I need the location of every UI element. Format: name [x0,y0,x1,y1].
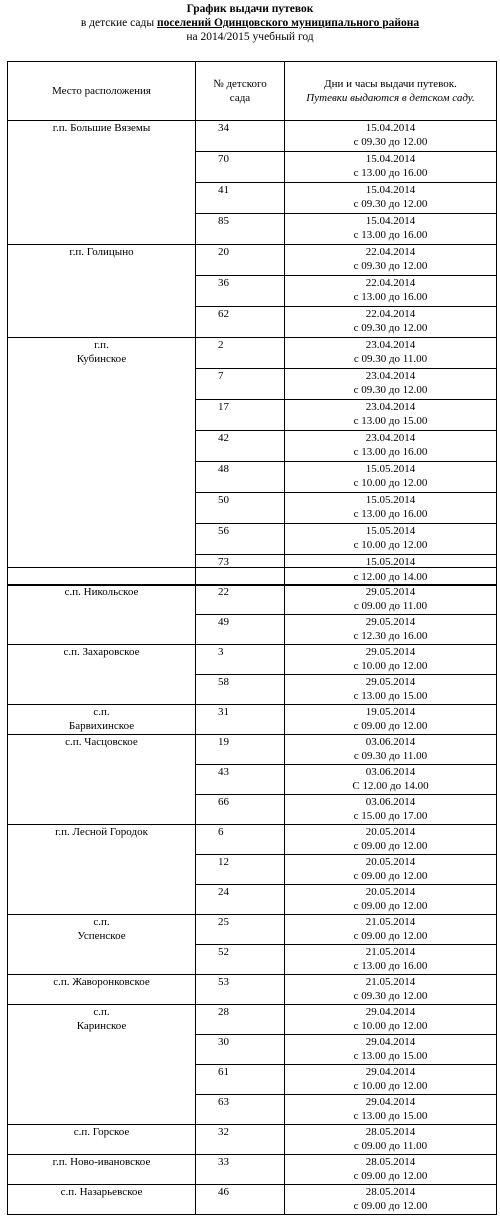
issue-time: с 09.30 до 12.00 [353,260,428,272]
schedule-cell [285,1095,497,1125]
kindergarten-number: 36 [196,276,285,307]
issue-time: с 10.00 до 12.00 [353,539,428,551]
issue-time: с 09.30 до 11.00 [353,750,428,762]
location-name: Каринское [76,1020,127,1032]
location-prefix: с.п. [93,706,110,718]
issue-date: 15.04.2014 [365,153,416,165]
schedule-cell [285,945,497,975]
issue-time: с 13.00 до 16.00 [353,229,428,241]
issue-time: с 09.00 до 11.00 [353,1140,428,1152]
header-location [8,62,196,121]
kindergarten-number: 7 [196,369,285,400]
issue-date: 22.04.2014 [365,308,416,320]
schedule-cell [285,338,497,369]
schedule-cell [285,1185,497,1215]
schedule-row [8,1185,497,1215]
location-name: г.п. Голицыно [69,246,134,258]
issue-date: 29.04.2014 [365,1096,416,1108]
issue-date: 23.04.2014 [365,401,416,413]
issue-date: 23.04.2014 [365,432,416,444]
header-number [196,62,285,121]
issue-time: с 15.00 до 17.00 [353,810,428,822]
location-prefix: с.п. [93,1006,110,1018]
kindergarten-number: 20 [196,245,285,276]
title-line-1: График выдачи путевок [186,3,314,15]
location-name: с.п. Горское [73,1126,130,1138]
schedule-cell [285,735,497,765]
issue-date: 20.05.2014 [365,826,416,838]
location-name: с.п. Часцовское [65,736,138,748]
continuation-location-cell [8,568,196,585]
header-location-text: Место расположения [52,85,151,97]
schedule-cell [285,183,497,214]
location-name: Кубинское [76,353,127,365]
kindergarten-number: 66 [196,795,285,825]
issue-time: с 13.00 до 15.00 [353,690,428,702]
schedule-cell [285,369,497,400]
schedule-row [8,915,497,945]
title-line-2 [0,16,500,30]
table-header-row [8,62,497,121]
issue-date: 21.05.2014 [365,976,416,988]
issue-date: 15.05.2014 [365,494,416,506]
issue-time: с 09.00 до 12.00 [353,1200,428,1212]
issue-time: с 09.00 до 12.00 [353,840,428,852]
issue-time: с 10.00 до 12.00 [353,1020,428,1032]
schedule-cell [285,152,497,183]
continuation-number-cell [196,568,285,585]
schedule-cell [285,307,497,338]
kindergarten-number: 41 [196,183,285,214]
kindergarten-number: 34 [196,121,285,152]
location-cell [8,915,196,975]
schedule-row [8,1155,497,1185]
schedule-cell [285,276,497,307]
issue-date: 21.05.2014 [365,916,416,928]
issue-time: с 10.00 до 12.00 [353,660,428,672]
issue-time: с 09.30 до 12.00 [353,384,428,396]
location-prefix: с.п. [93,916,110,928]
issue-time: с 13.00 до 16.00 [353,960,428,972]
schedule-row [8,645,497,675]
continuation-time-cell [285,568,497,585]
schedule-cell [285,431,497,462]
issue-date: 28.05.2014 [365,1186,416,1198]
location-name: с.п. Захаровское [63,646,140,658]
issue-date: 22.04.2014 [365,277,416,289]
issue-time: с 09.30 до 12.00 [353,136,428,148]
kindergarten-number: 52 [196,945,285,975]
kindergarten-number: 62 [196,307,285,338]
schedule-row [8,338,497,369]
schedule-row [8,825,497,855]
schedule-cell [285,825,497,855]
location-cell [8,1155,196,1185]
location-cell [8,1185,196,1215]
issue-time: с 10.00 до 12.00 [353,477,428,489]
schedule-row [8,975,497,1005]
kindergarten-number: 33 [196,1155,285,1185]
kindergarten-number: 24 [196,885,285,915]
location-name: Успенское [77,930,126,942]
location-cell [8,735,196,825]
kindergarten-number: 53 [196,975,285,1005]
location-cell [8,645,196,705]
issue-date: 29.04.2014 [365,1066,416,1078]
kindergarten-number: 61 [196,1065,285,1095]
issue-time: с 13.00 до 16.00 [353,508,428,520]
kindergarten-number: 42 [196,431,285,462]
schedule-cell [285,1155,497,1185]
header-schedule [285,62,497,121]
schedule-cell [285,705,497,735]
issue-date: 03.06.2014 [365,766,416,778]
issue-time: с 13.00 до 16.00 [353,446,428,458]
schedule-cell [285,493,497,524]
schedule-cell [285,975,497,1005]
schedule-cell [285,1005,497,1035]
kindergarten-number: 85 [196,214,285,245]
kindergarten-number: 25 [196,915,285,945]
location-name: г.п. Большие Вяземы [52,122,151,134]
kindergarten-number: 73 [196,555,285,586]
schedule-cell [285,765,497,795]
header-schedule-text: Дни и часы выдачи путевок. [324,78,457,90]
kindergarten-number: 22 [196,585,285,615]
kindergarten-number: 43 [196,765,285,795]
issue-date: 20.05.2014 [365,856,416,868]
schedule-cell [285,121,497,152]
issue-time: с 09.30 до 11.00 [353,353,428,365]
issue-date: 29.05.2014 [365,676,416,688]
issue-date: 15.04.2014 [365,122,416,134]
issue-time: с 13.00 до 15.00 [353,1050,428,1062]
kindergarten-number: 31 [196,705,285,735]
schedule-row [8,705,497,735]
issue-time: с 13.00 до 15.00 [353,415,428,427]
kindergarten-number: 50 [196,493,285,524]
schedule-row [8,121,497,152]
title-line-2-prefix: в детские сады [80,17,157,29]
issue-date: 28.05.2014 [365,1156,416,1168]
continuation-time: с 12.00 до 14.00 [353,571,428,583]
schedule-cell [285,1035,497,1065]
issue-time: с 09.00 до 12.00 [353,720,428,732]
issue-date: 15.05.2014 [365,556,416,568]
issue-date: 15.05.2014 [365,525,416,537]
document-title [0,2,500,16]
location-cell [8,1005,196,1125]
kindergarten-number: 58 [196,675,285,705]
location-cell [8,705,196,735]
issue-time: с 12.30 до 16.00 [353,630,428,642]
kindergarten-number: 48 [196,462,285,493]
kindergarten-number: 6 [196,825,285,855]
location-name: с.п. Никольское [64,586,139,598]
issue-date: 22.04.2014 [365,246,416,258]
kindergarten-number: 12 [196,855,285,885]
header-schedule-note: Путевки выдаются в детском саду. [306,92,475,104]
kindergarten-number: 32 [196,1125,285,1155]
issue-date: 23.04.2014 [365,339,416,351]
kindergarten-number: 46 [196,1185,285,1215]
location-cell [8,825,196,915]
issue-date: 29.05.2014 [365,616,416,628]
issue-date: 15.04.2014 [365,184,416,196]
kindergarten-number: 19 [196,735,285,765]
issue-date: 20.05.2014 [365,886,416,898]
issue-time: с 13.00 до 16.00 [353,291,428,303]
issue-time: с 09.00 до 12.00 [353,900,428,912]
issue-date: 29.05.2014 [365,586,416,598]
issue-time: с 13.00 до 16.00 [353,167,428,179]
schedule-row [8,585,497,615]
kindergarten-number: 3 [196,645,285,675]
kindergarten-number: 63 [196,1095,285,1125]
location-name: г.п. Ново-ивановское [52,1156,151,1168]
issue-time: с 09.00 до 12.00 [353,1170,428,1182]
location-cell [8,1125,196,1155]
schedule-table-part-2 [7,567,497,1215]
schedule-cell [285,645,497,675]
schedule-table-part-1 [7,61,497,586]
schedule-cell [285,615,497,645]
kindergarten-number: 70 [196,152,285,183]
title-line-2-bold: поселений Одинцовского муниципального района [156,17,420,29]
issue-time: с 09.00 до 11.00 [353,600,428,612]
location-cell [8,121,196,245]
issue-time: с 09.30 до 12.00 [353,198,428,210]
issue-date: 19.05.2014 [365,706,416,718]
issue-time: с 13.00 до 15.00 [353,1110,428,1122]
kindergarten-number: 30 [196,1035,285,1065]
schedule-cell [285,1065,497,1095]
kindergarten-number: 28 [196,1005,285,1035]
schedule-cell [285,795,497,825]
issue-date: 29.04.2014 [365,1006,416,1018]
schedule-cell [285,245,497,276]
schedule-cell [285,462,497,493]
location-name: с.п. Назарьевское [60,1186,143,1198]
continuation-row [8,568,497,585]
schedule-cell [285,585,497,615]
issue-date: 29.05.2014 [365,646,416,658]
kindergarten-number: 49 [196,615,285,645]
location-cell [8,975,196,1005]
issue-date: 21.05.2014 [365,946,416,958]
schedule-cell [285,885,497,915]
schedule-cell [285,915,497,945]
schedule-cell [285,675,497,705]
schedule-cell [285,855,497,885]
location-name: с.п. Жаворонковское [53,976,150,988]
issue-date: 15.04.2014 [365,215,416,227]
issue-date: 28.05.2014 [365,1126,416,1138]
issue-time: с 09.00 до 12.00 [353,930,428,942]
schedule-row [8,1125,497,1155]
location-cell [8,245,196,338]
issue-time: с 10.00 до 12.00 [353,1080,428,1092]
issue-date: 29.04.2014 [365,1036,416,1048]
location-cell [8,585,196,645]
location-name: Барвихинское [68,720,135,732]
title-line-3 [0,30,500,44]
issue-date: 03.06.2014 [365,736,416,748]
kindergarten-number: 17 [196,400,285,431]
location-cell [8,338,196,586]
location-prefix: г.п. [94,339,109,351]
schedule-row [8,1005,497,1035]
schedule-cell [285,524,497,555]
issue-date: 03.06.2014 [365,796,416,808]
schedule-cell [285,400,497,431]
schedule-cell [285,1125,497,1155]
issue-time: с 09.00 до 12.00 [353,870,428,882]
schedule-row [8,245,497,276]
issue-date: 23.04.2014 [365,370,416,382]
kindergarten-number: 2 [196,338,285,369]
issue-date: 15.05.2014 [365,463,416,475]
issue-time: с 09.30 до 12.00 [353,322,428,334]
header-number-text: № детского сада [213,78,267,104]
kindergarten-number: 56 [196,524,285,555]
location-name: г.п. Лесной Городок [55,826,148,838]
schedule-row [8,735,497,765]
issue-time: с 09.30 до 12.00 [353,990,428,1002]
title-line-3-text: на 2014/2015 учебный год [186,31,314,43]
issue-time: С 12.00 до 14.00 [352,780,429,792]
schedule-cell [285,214,497,245]
